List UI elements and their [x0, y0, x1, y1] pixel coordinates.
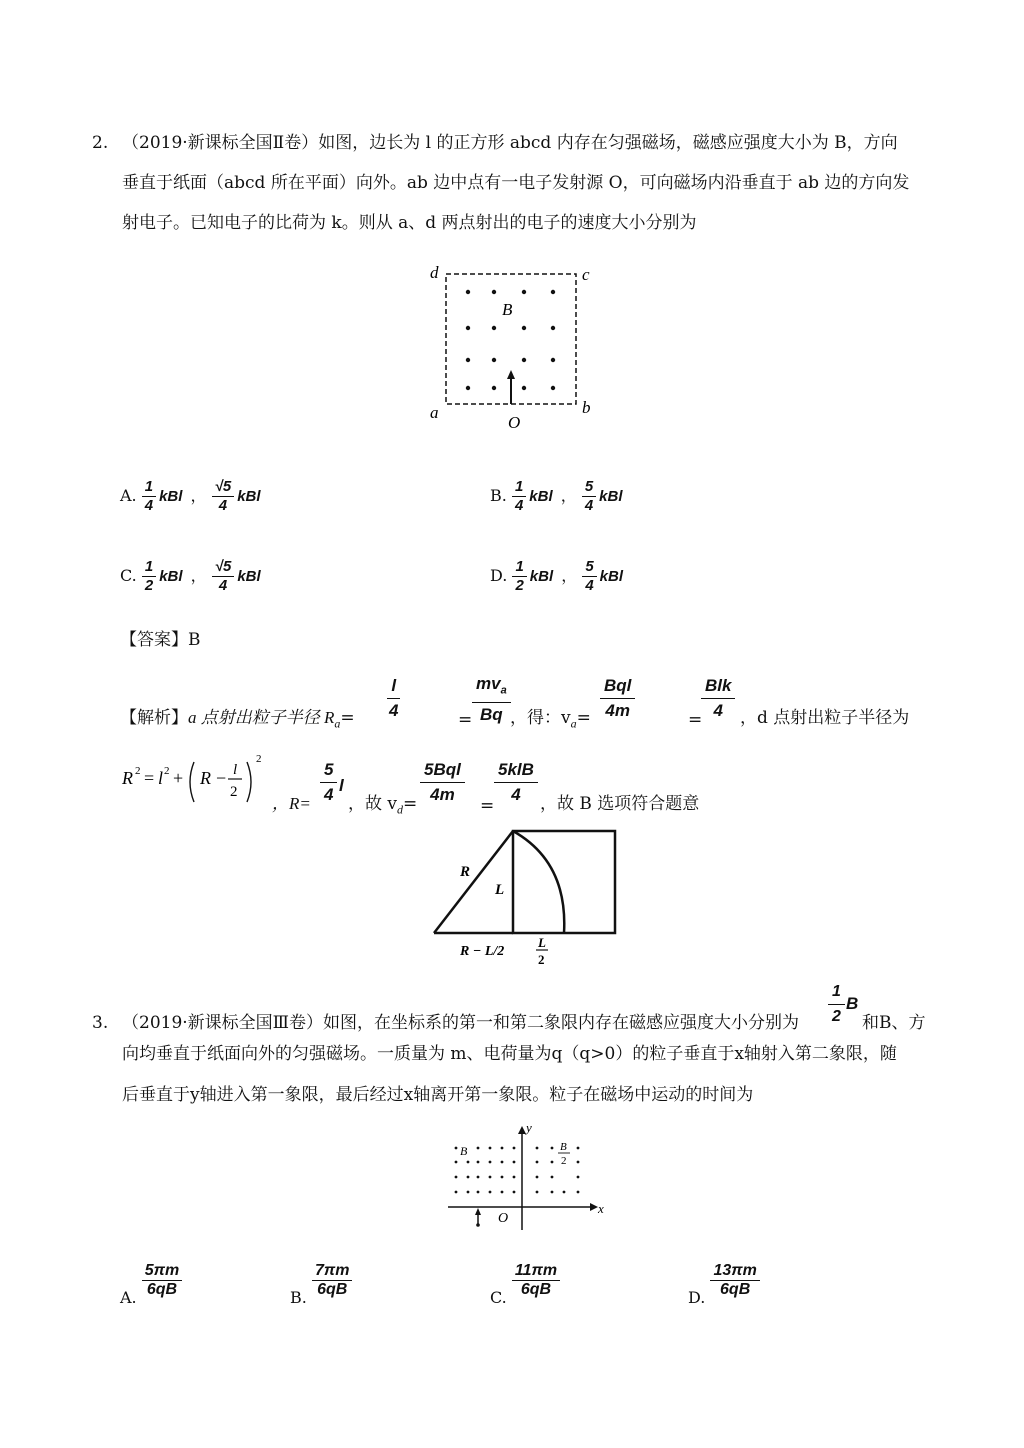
q2-option-a[interactable]: A. $\frac{1}{4}$ kBl ， $\frac{√5}{4}$ kBl: [120, 478, 261, 514]
label-r: R: [460, 864, 471, 880]
label-r-minus-half: R − L/2: [460, 944, 505, 959]
q3-number: 3.: [92, 1013, 109, 1033]
q3-stem-line1a: （2019·新课标全国Ⅲ卷）如图，在坐标系的第一和第二象限内存在磁感应强度大小分别为: [122, 1013, 800, 1033]
q2-stem-line2: 垂直于纸面（abcd 所在平面）向外。ab 边中点有一电子发射源 O，可向磁场内沿垂直于 ab 边的方向发: [122, 173, 910, 193]
q3-option-c[interactable]: C. $\frac{11\pi m}{6qB}$: [490, 1262, 560, 1307]
q2-analysis-gu-vd: ，故 $v_d=$: [348, 794, 418, 817]
pythagorean-formula: [120, 748, 270, 808]
label-o: O: [508, 413, 521, 432]
frac-5bql-over-4m: 5Bql 4m: [420, 760, 465, 805]
q2-analysis-conclusion: ，故 B 选项符合题意: [540, 794, 700, 814]
particle-arrow-head-icon: [475, 1208, 481, 1215]
particle-dot: [476, 1223, 480, 1227]
q3-option-a[interactable]: A. $\frac{5\pi m}{6qB}$: [120, 1262, 182, 1307]
q3-option-d[interactable]: D. $\frac{13\pi m}{6qB}$: [688, 1262, 760, 1307]
label-half-num: L: [538, 935, 546, 950]
eq-sign-2: =: [688, 710, 703, 730]
q2-option-b[interactable]: B. $\frac{1}{4}$ kBl ， $\frac{5}{4}$ kBl: [490, 478, 623, 514]
frac-blk-over-4: Blk 4: [701, 676, 735, 721]
label-field-b: B: [502, 300, 513, 319]
label-b-left: B: [460, 1144, 468, 1158]
q2-analysis-d-radius: ，d 点射出粒子半径为: [740, 708, 910, 728]
frac-half-tail: B: [846, 994, 859, 1013]
svg-text:l: l: [233, 762, 238, 778]
q3-figure-coordinate-field: [442, 1118, 612, 1236]
frac-bql-over-4m: Bql 4m: [600, 676, 635, 721]
eq-sign-1: =: [458, 710, 473, 730]
label-half-den: 2: [538, 952, 545, 967]
q2-analysis-de: ，得：$v_a=$: [510, 708, 591, 731]
label-b: b: [582, 398, 591, 417]
frac-5l-tail: l: [339, 776, 344, 795]
label-l: L: [495, 882, 505, 898]
svg-text:2: 2: [135, 765, 141, 777]
x-axis-arrow-icon: [590, 1203, 598, 1211]
q2-option-d[interactable]: D. $\frac{1}{2}$ kBl ， $\frac{5}{4}$ kBl: [490, 558, 624, 594]
q3-stem-line3: 后垂直于y轴进入第一象限，最后经过x轴离开第一象限。粒子在磁场中运动的时间为: [122, 1085, 754, 1105]
svg-text:2: 2: [164, 765, 170, 777]
frac-5klb-over-4: 5klB 4: [494, 760, 538, 805]
q3-option-b[interactable]: B. $\frac{7\pi m}{6qB}$: [290, 1262, 352, 1307]
y-axis-arrow-icon: [518, 1126, 526, 1134]
svg-text:2: 2: [230, 784, 238, 800]
svg-text:−: −: [216, 768, 227, 788]
frac-l-over-4: $\frac{l}{4}$: [389, 676, 399, 720]
label-c: c: [582, 265, 590, 284]
label-b-right-den: 2: [561, 1155, 567, 1167]
svg-text:2: 2: [256, 753, 262, 765]
q2-figure-square-field: [420, 258, 610, 438]
field-dots-right: [536, 1147, 580, 1194]
svg-text:=: =: [144, 768, 155, 788]
frac-mv-over-bq: $mv_a$ Bq: [472, 674, 511, 725]
q2-analysis-r-eq: ，R=: [272, 794, 311, 813]
q2-answer: 【答案】B: [120, 630, 201, 650]
q3-stem-line1b: 和B、方: [862, 1013, 926, 1033]
svg-text:+: +: [173, 768, 184, 788]
svg-text:l: l: [158, 768, 164, 788]
label-x: x: [598, 1201, 604, 1216]
label-y: y: [526, 1120, 532, 1135]
label-origin: O: [498, 1211, 509, 1226]
q2-stem-line3: 射电子。已知电子的比荷为 k。则从 a、d 两点射出的电子的速度大小分别为: [122, 213, 697, 233]
svg-text:R: R: [122, 768, 133, 788]
eq-sign-3: =: [480, 796, 495, 816]
q2-option-c[interactable]: C. $\frac{1}{2}$ kBl ， $\frac{√5}{4}$ kBl: [120, 558, 261, 594]
q2-number: 2.: [92, 133, 109, 153]
q2-stem-line1: （2019·新课标全国Ⅱ卷）如图，边长为 l 的正方形 abcd 内存在匀强磁场，磁感应强度大小为 B，方向: [122, 133, 898, 153]
label-d: d: [430, 263, 439, 282]
frac-5-over-4: $\frac{5}{4}$: [320, 760, 337, 805]
frac-half: $\frac{1}{2}$: [828, 982, 845, 1027]
svg-text:R: R: [200, 768, 211, 788]
q3-stem-line2: 向均垂直于纸面向外的匀强磁场。一质量为 m、电荷量为q（q>0）的粒子垂直于x轴射入第二象限，随: [122, 1044, 897, 1064]
label-b-right-num: B: [560, 1141, 567, 1153]
trajectory-arc: [513, 831, 564, 933]
label-a: a: [430, 403, 439, 422]
arrow-head-icon: [507, 370, 515, 379]
q2-analysis-line1: 【解析】a 点射出粒子半径 $R_a=$: [120, 708, 355, 731]
q2-figure-geometry: [420, 822, 630, 972]
